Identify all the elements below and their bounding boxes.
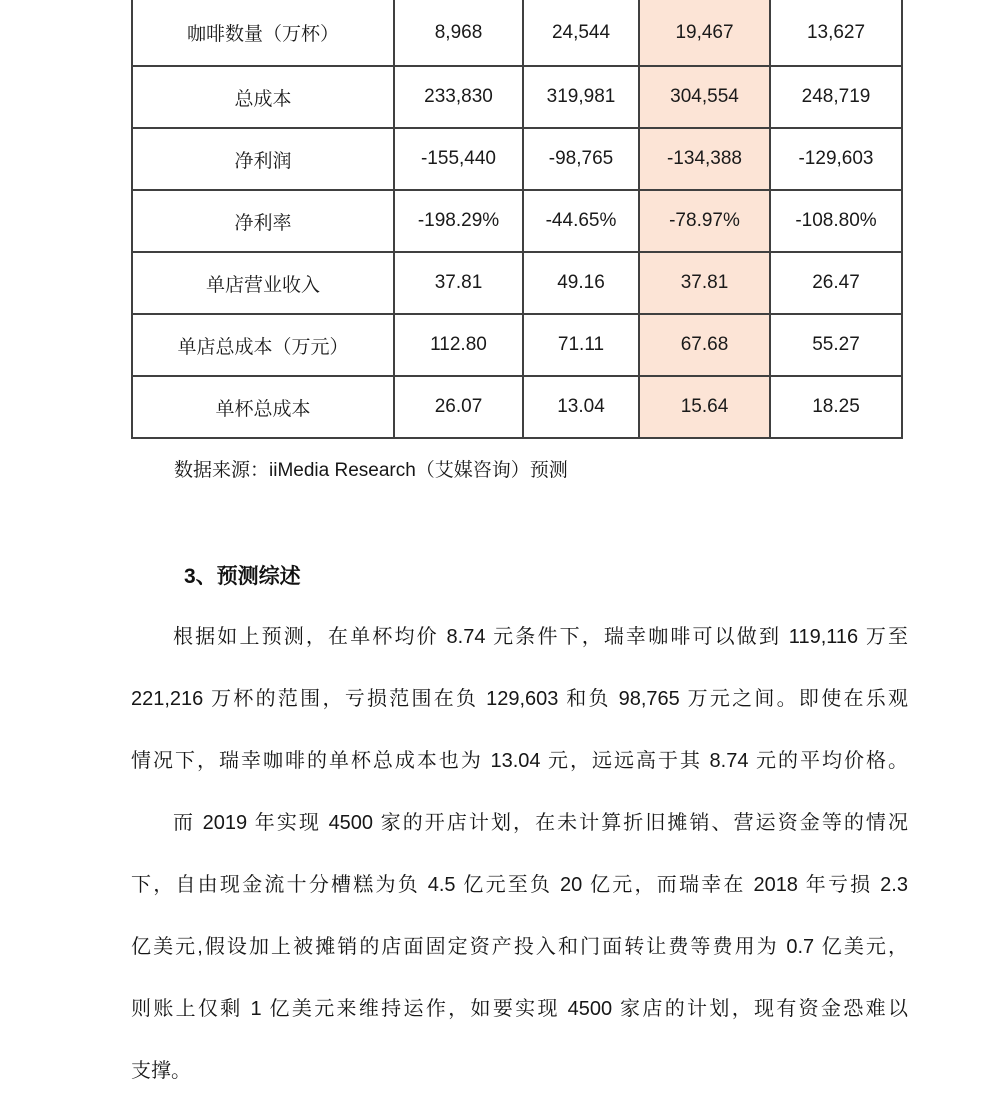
table-row: [132, 66, 902, 128]
cell-value: 67.68: [639, 314, 770, 376]
cell-value: -198.29%: [394, 190, 523, 252]
financial-table-body: [132, 0, 902, 438]
section-heading: 3、预测综述: [184, 565, 301, 588]
body-paragraphs: [131, 606, 908, 1100]
cell-value: 13.04: [523, 376, 639, 438]
row-label: 咖啡数量（万杯）: [132, 0, 394, 66]
financial-table-container: [131, 0, 903, 439]
row-label: 净利润: [132, 128, 394, 190]
cell-value: -78.97%: [639, 190, 770, 252]
cell-value: -98,765: [523, 128, 639, 190]
cell-value: 26.47: [770, 252, 902, 314]
cell-value: 49.16: [523, 252, 639, 314]
cell-value: -108.80%: [770, 190, 902, 252]
cell-value: -129,603: [770, 128, 902, 190]
cell-value: 233,830: [394, 66, 523, 128]
table-row: [132, 252, 902, 314]
row-label: 单店总成本（万元）: [132, 314, 394, 376]
row-label: 净利率: [132, 190, 394, 252]
row-label: 单杯总成本: [132, 376, 394, 438]
cell-value: 26.07: [394, 376, 523, 438]
paragraph-line: 221,216 万杯的范围，亏损范围在负 129,603 和负 98,765 万元之间。即使在乐观: [131, 688, 908, 710]
row-label: 单店营业收入: [132, 252, 394, 314]
paragraph-line: 亿美元,假设加上被摊销的店面固定资产投入和门面转让费等费用为 0.7 亿美元，: [131, 936, 908, 958]
cell-value: 15.64: [639, 376, 770, 438]
cell-value: 19,467: [639, 0, 770, 66]
table-row: [132, 314, 902, 376]
cell-value: 112.80: [394, 314, 523, 376]
table-row: [132, 190, 902, 252]
cell-value: -134,388: [639, 128, 770, 190]
table-row: [132, 376, 902, 438]
cell-value: 37.81: [394, 252, 523, 314]
table-row: [132, 0, 902, 66]
cell-value: 319,981: [523, 66, 639, 128]
cell-value: 8,968: [394, 0, 523, 66]
table-row: [132, 128, 902, 190]
paragraph-line: 而 2019 年实现 4500 家的开店计划，在未计算折旧摊销、营运资金等的情况: [173, 812, 908, 834]
cell-value: 248,719: [770, 66, 902, 128]
cell-value: 304,554: [639, 66, 770, 128]
paragraph-line: 支撑。: [131, 1060, 191, 1082]
paragraph-line: 根据如上预测，在单杯均价 8.74 元条件下，瑞幸咖啡可以做到 119,116 万至: [173, 626, 908, 648]
financial-table: [131, 0, 903, 439]
row-label: 总成本: [132, 66, 394, 128]
cell-value: 55.27: [770, 314, 902, 376]
cell-value: 37.81: [639, 252, 770, 314]
cell-value: 13,627: [770, 0, 902, 66]
cell-value: -155,440: [394, 128, 523, 190]
paragraph-line: 下，自由现金流十分槽糕为负 4.5 亿元至负 20 亿元，而瑞幸在 2018 年亏损 2.3: [131, 874, 908, 896]
cell-value: 24,544: [523, 0, 639, 66]
paragraph-line: 情况下，瑞幸咖啡的单杯总成本也为 13.04 元，远远高于其 8.74 元的平均价格。: [131, 750, 908, 772]
data-source-note: 数据来源：iiMedia Research（艾媒咨询）预测: [174, 460, 568, 481]
cell-value: 71.11: [523, 314, 639, 376]
cell-value: 18.25: [770, 376, 902, 438]
cell-value: -44.65%: [523, 190, 639, 252]
paragraph-line: 则账上仅剩 1 亿美元来维持运作，如要实现 4500 家店的计划，现有资金恐难以: [131, 998, 908, 1020]
